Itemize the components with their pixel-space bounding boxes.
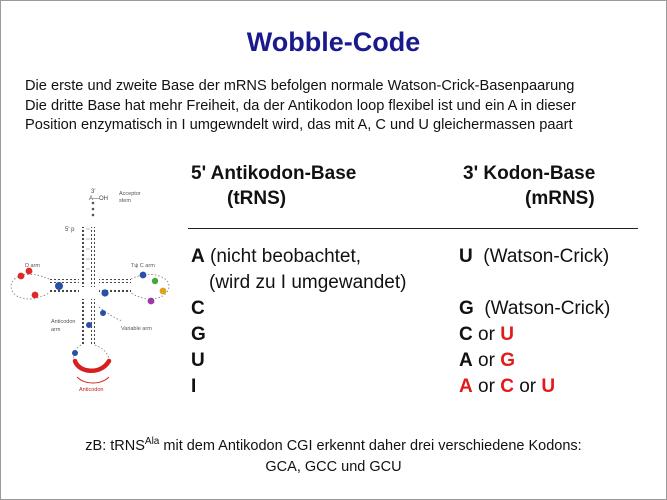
anticodon-column — [191, 244, 406, 400]
table-row — [191, 244, 406, 270]
codon-base-g: G — [459, 298, 474, 319]
or-word: or — [478, 350, 495, 371]
intro-line-3: Position enzymatisch in I umgewndelt wird, das mit A, C und U gleichermassen paart — [25, 117, 573, 133]
table-row — [459, 244, 610, 270]
header-codon-base: 3' Kodon-Base — [463, 163, 596, 184]
d-arm — [11, 268, 79, 299]
codon-column — [459, 244, 610, 400]
intro-text — [25, 77, 655, 136]
label-acceptor: Acceptor — [119, 191, 141, 197]
header-anticodon-base: 5' Antikodon-Base — [191, 163, 357, 184]
intro-line-2: Die dritte Base hat mehr Freiheit, da der Antikodon loop flexibel ist und ein A in dieser — [25, 97, 576, 114]
header-trns: (tRNS) — [227, 188, 287, 209]
or-word: or — [519, 376, 537, 397]
anti-base-a: A — [191, 246, 205, 267]
example-prefix: zB: tRNS — [85, 438, 145, 454]
label-variable-arm: Variable arm — [121, 326, 152, 332]
table-row — [459, 374, 610, 400]
page-title: Wobble-Code — [246, 27, 421, 57]
label-tpsic-arm: Tψ C arm — [131, 263, 155, 269]
anti-base-u: U — [191, 350, 205, 371]
acceptor-stem — [81, 202, 95, 287]
codon-note-u: (Watson-Crick) — [483, 246, 610, 267]
label-d-arm: D arm — [25, 263, 40, 269]
trna-cloverleaf-diagram — [5, 173, 181, 395]
anticodon-loop — [72, 345, 109, 383]
example-rest: mit dem Antikodon CGI erkennt daher drei verschiedene Kodons: — [159, 438, 582, 454]
label-anticodon-arm-2: arm — [51, 327, 61, 333]
example-sup: Ala — [144, 436, 160, 447]
intro-line-1: Die erste und zweite Base der mRNS befolgen normale Watson-Crick-Basenpaarung — [25, 78, 575, 94]
codon-alt-u2: U — [541, 376, 556, 397]
codon-base-c: C — [459, 324, 473, 345]
anti-note-a: (nicht beobachtet, — [210, 246, 362, 267]
anti-note-a-2: (wird zu I umgewandet) — [209, 272, 407, 293]
table-row — [191, 270, 406, 296]
codon-alt-g: G — [500, 350, 515, 371]
header-divider — [188, 228, 638, 229]
tpsic-arm — [99, 272, 169, 305]
variable-arm — [99, 307, 123, 321]
anti-base-i: I — [191, 376, 197, 397]
example-line-2: GCA, GCC und GCU — [265, 459, 402, 475]
codon-base-a: A — [459, 350, 473, 371]
label-stem: stem — [119, 198, 131, 204]
table-row-spacer — [459, 270, 610, 296]
codon-alt-u: U — [500, 324, 514, 345]
example-text — [1, 431, 666, 478]
label-oh: A—OH — [89, 196, 109, 202]
codon-base-u: U — [459, 246, 473, 267]
anti-base-g: G — [191, 324, 206, 345]
codon-base-a-red: A — [459, 376, 473, 397]
anticodon-stem — [81, 299, 95, 345]
label-3prime: 3' — [91, 189, 96, 195]
anti-base-c: C — [191, 298, 205, 319]
table-row — [459, 348, 610, 374]
header-mrns: (mRNS) — [525, 188, 595, 209]
table-row — [459, 296, 610, 322]
or-word: or — [478, 324, 495, 345]
label-anticodon: Anticodon — [79, 387, 104, 393]
codon-alt-c: C — [500, 376, 514, 397]
example-line-1 — [1, 431, 666, 457]
or-word: or — [478, 376, 495, 397]
label-5prime: 5' p — [65, 227, 75, 233]
codon-note-g: (Watson-Crick) — [484, 298, 611, 319]
table-row — [459, 322, 610, 348]
label-anticodon-arm-1: Anticodon — [51, 319, 76, 325]
